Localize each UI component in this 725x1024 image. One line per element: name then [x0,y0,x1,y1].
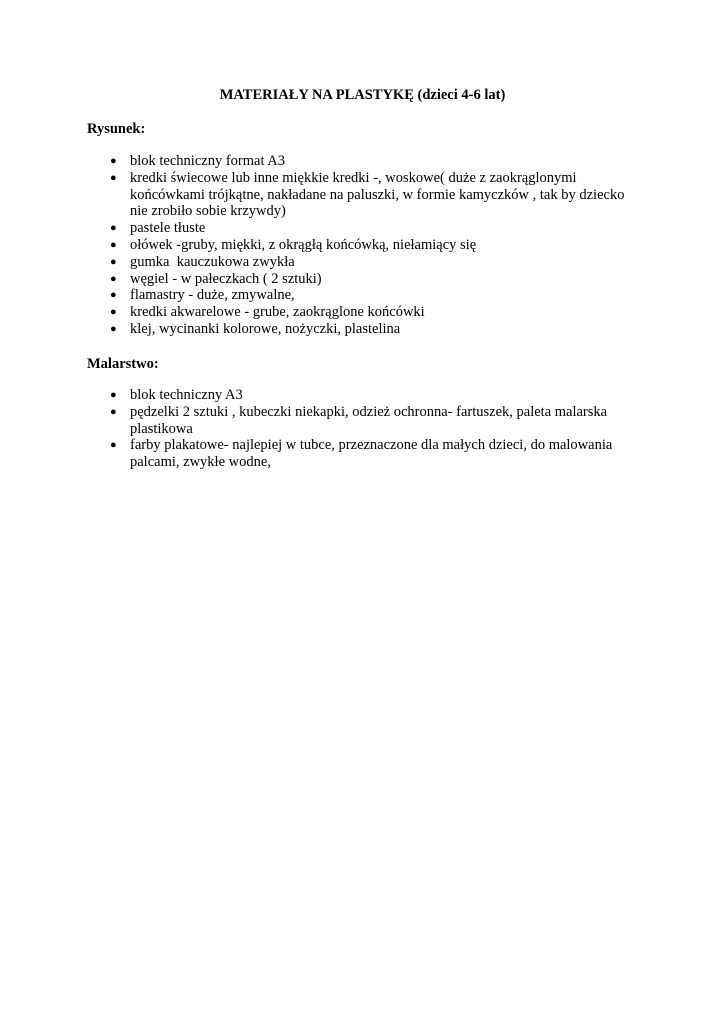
list-item [0,153,725,170]
list-item [0,321,725,338]
list-item-text: blok techniczny format A3 [130,153,286,169]
bullet-icon: ● [110,439,117,452]
list-item-text: flamastry - duże, zmywalne, [130,287,295,304]
bullet-icon: ● [110,222,117,235]
list-item [0,404,725,438]
list-item [0,304,725,321]
list-item [0,287,725,304]
list-item [0,220,725,237]
list-item-text: blok techniczny A3 [130,387,243,403]
list-item-text: pędzelki 2 sztuki , kubeczki niekapki, odzież ochronna- fartuszek, paleta malarska plastikowa [130,403,608,437]
section-heading-malarstwo: Malarstwo: [87,356,159,372]
bullet-icon: ● [110,238,117,251]
bullet-icon: ● [110,155,117,167]
list-item [0,170,725,220]
list-item [0,271,725,288]
list-item-text: klej, wycinanki kolorowe, nożyczki, plastelina [130,320,401,337]
bullet-icon: ● [110,389,117,401]
bullet-icon: ● [110,272,117,285]
bullet-icon: ● [110,171,117,184]
list-item-text: kredki akwarelowe - grube, zaokrąglone końcówki [130,304,425,321]
section-heading-rysunek: Rysunek: [87,121,146,137]
list-item [0,254,725,271]
bullet-icon: ● [110,289,117,302]
bullet-list-malarstwo [0,387,725,471]
bullet-icon: ● [110,322,117,335]
list-item-text: ołówek -gruby, miękki, z okrągłą końcówką, niełamiący się [130,236,477,253]
bullet-icon: ● [110,306,117,319]
document-title: MATERIAŁY NA PLASTYKĘ (dzieci 4-6 lat) [219,87,506,103]
bullet-icon: ● [110,255,117,268]
list-item-text: węgiel - w pałeczkach ( 2 sztuki) [130,270,322,287]
list-item [0,237,725,254]
list-item [0,437,725,471]
list-item-text: pastele tłuste [130,220,206,237]
list-item-text: farby plakatowe- najlepiej w tubce, przeznaczone dla małych dzieci, do malowania palcami, zwykłe wodne, [130,437,613,471]
list-item-text: gumka kauczukowa zwykła [130,253,295,270]
bullet-icon: ● [110,405,117,418]
list-item [0,387,725,404]
bullet-list-rysunek [0,153,725,338]
list-item-text: kredki świecowe lub inne miękkie kredki -, woskowe( duże z zaokrąglonymi końcówkami trójkątne, nakładane na paluszki, w formie kamyczków , tak by dziecko nie zrobiło sobie krzywdy) [130,169,625,220]
